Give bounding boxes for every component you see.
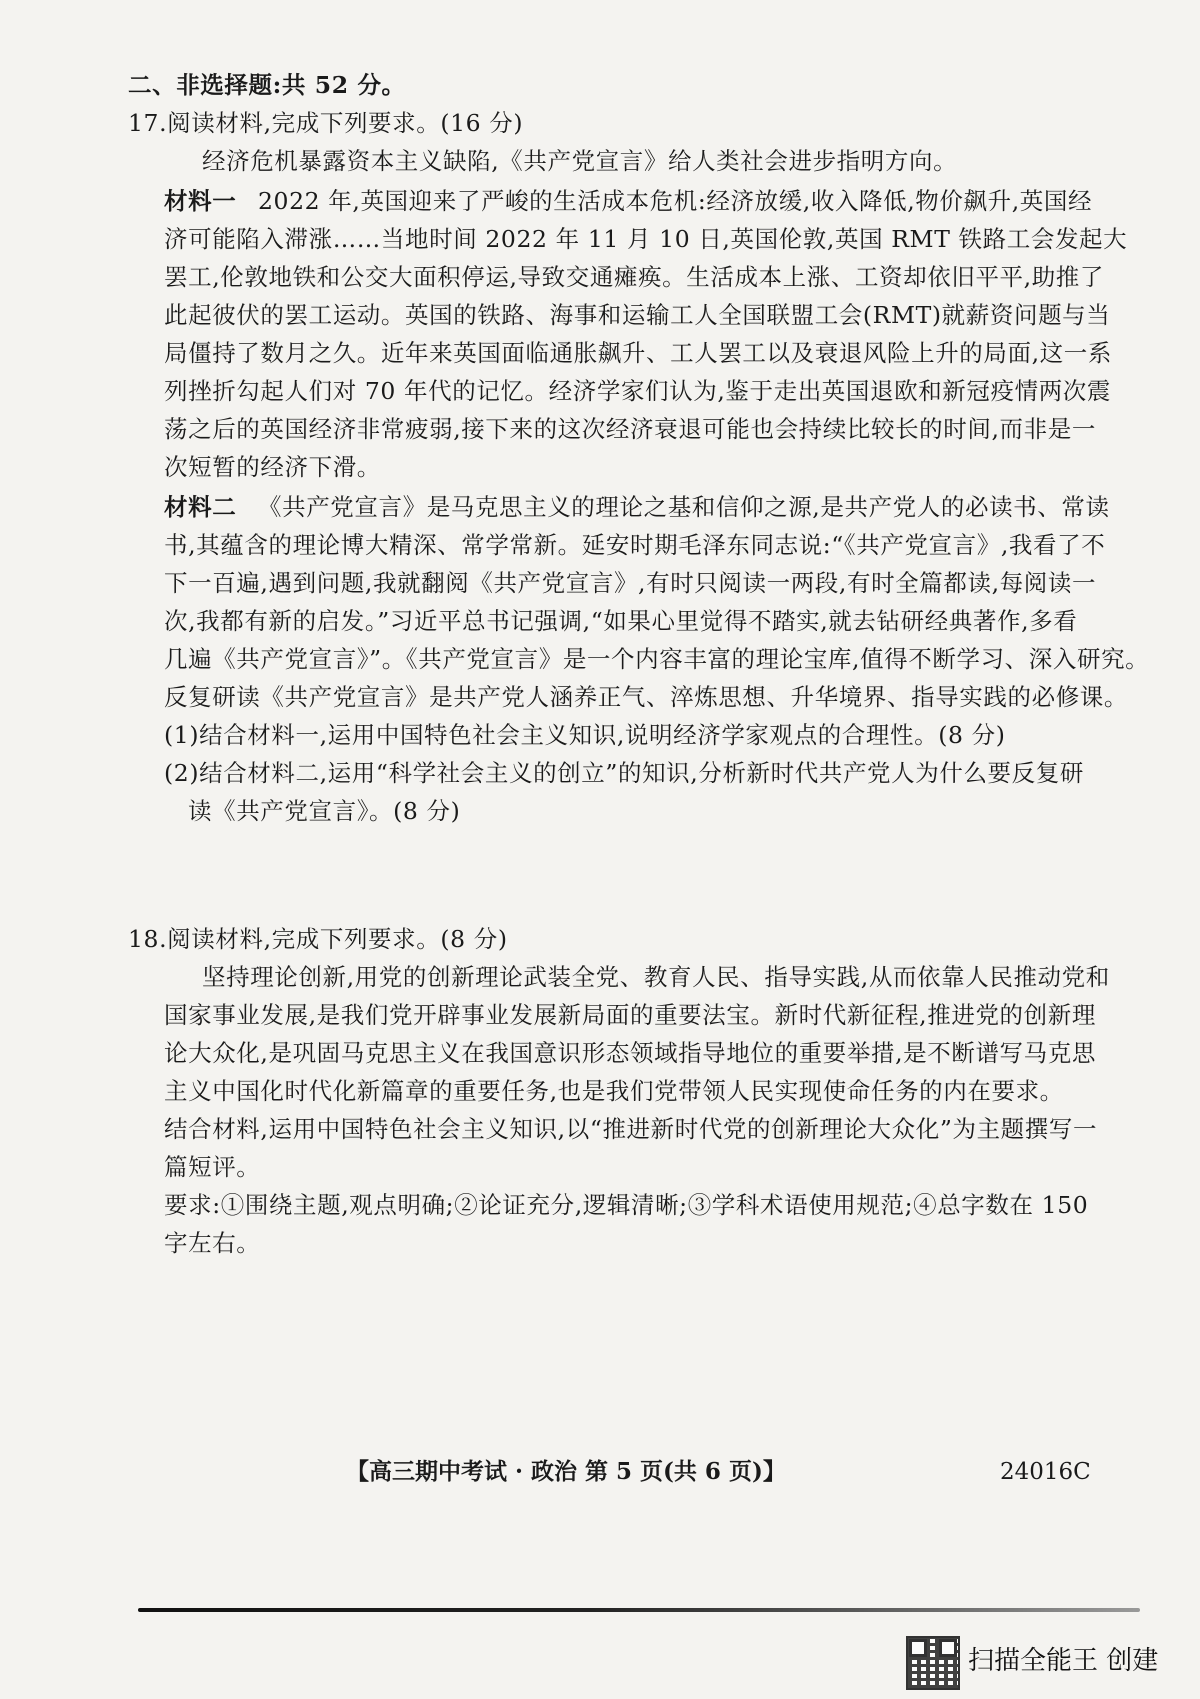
exam-code: 24016C — [1000, 1459, 1091, 1485]
material-one-label: 材料一 — [164, 187, 237, 215]
q18-material-line: 坚持理论创新,用党的创新理论武装全党、教育人民、指导实践,从而依靠人民推动党和 — [202, 963, 1110, 991]
q18-task-line: 篇短评。 — [164, 1153, 261, 1181]
material-two-line: 《共产党宣言》是马克思主义的理论之基和信仰之源,是共产党人的必读书、常读 — [258, 493, 1110, 521]
material-two-line: 下一百遍,遇到问题,我就翻阅《共产党宣言》,有时只阅读一两段,有时全篇都读,每阅读一 — [164, 569, 1097, 597]
page-footer-label: 【高三期中考试 · 政治 第 5 页(共 6 页)】 — [346, 1458, 786, 1485]
material-one-line: 局僵持了数月之久。近年来英国面临通胀飙升、工人罢工以及衰退风险上升的局面,这一系 — [164, 339, 1112, 367]
q17-subquestion-1: (1)结合材料一,运用中国特色社会主义知识,说明经济学家观点的合理性。(8 分) — [164, 721, 1006, 749]
q18-task-line: 结合材料,运用中国特色社会主义知识,以“推进新时代党的创新理论大众化”为主题撰写一 — [164, 1115, 1098, 1143]
q18-requirement-line: 要求:①围绕主题,观点明确;②论证充分,逻辑清晰;③学科术语使用规范;④总字数在 150 — [164, 1191, 1089, 1219]
material-one-line: 次短暂的经济下滑。 — [164, 453, 381, 481]
material-one-line: 此起彼伏的罢工运动。英国的铁路、海事和运输工人全国联盟工会(RMT)就薪资问题与当 — [164, 301, 1111, 329]
material-one-line: 2022 年,英国迎来了严峻的生活成本危机:经济放缓,收入降低,物价飙升,英国经 — [258, 187, 1093, 215]
q18-material-line: 国家事业发展,是我们党开辟事业发展新局面的重要法宝。新时代新征程,推进党的创新理 — [164, 1001, 1096, 1029]
scanner-watermark: 扫描全能王 创建 — [968, 1646, 1159, 1676]
q18-material-line: 论大众化,是巩固马克思主义在我国意识形态领域指导地位的重要举措,是不断谱写马克思 — [164, 1039, 1096, 1067]
section-heading: 二、非选择题:共 52 分。 — [128, 71, 406, 99]
material-one-line: 济可能陷入滞涨……当地时间 2022 年 11 月 10 日,英国伦敦,英国 RMT 铁路工会发起大 — [164, 225, 1128, 253]
q18-title: 18.阅读材料,完成下列要求。(8 分) — [128, 925, 508, 953]
q17-subquestion-2: 读《共产党宣言》。(8 分) — [188, 797, 461, 825]
q18-material-line: 主义中国化时代化新篇章的重要任务,也是我们党带领人民实现使命任务的内在要求。 — [164, 1077, 1064, 1105]
q17-subquestion-2: (2)结合材料二,运用“科学社会主义的创立”的知识,分析新时代共产党人为什么要反复研 — [164, 759, 1084, 787]
material-two-line: 反复研读《共产党宣言》是共产党人涵养正气、淬炼思想、升华境界、指导实践的必修课。 — [164, 683, 1128, 711]
material-two-line: 书,其蕴含的理论博大精深、常学常新。延安时期毛泽东同志说:“《共产党宣言》,我看了不 — [164, 531, 1106, 559]
q18-requirement-line: 字左右。 — [164, 1229, 261, 1257]
material-one-line: 罢工,伦敦地铁和公交大面积停运,导致交通瘫痪。生活成本上涨、工资却依旧平平,助推了 — [164, 263, 1105, 291]
bottom-rule — [138, 1608, 1140, 1612]
material-two-line: 几遍《共产党宣言》”。《共产党宣言》是一个内容丰富的理论宝库,值得不断学习、深入研究。 — [164, 645, 1150, 673]
material-two-label: 材料二 — [164, 493, 237, 521]
q17-intro: 经济危机暴露资本主义缺陷,《共产党宣言》给人类社会进步指明方向。 — [202, 147, 958, 175]
material-one-line: 荡之后的英国经济非常疲弱,接下来的这次经济衰退可能也会持续比较长的时间,而非是一 — [164, 415, 1096, 443]
qr-code-icon — [906, 1636, 960, 1690]
material-two-line: 次,我都有新的启发。”习近平总书记强调,“如果心里觉得不踏实,就去钻研经典著作,多看 — [164, 607, 1078, 635]
q17-title: 17.阅读材料,完成下列要求。(16 分) — [128, 109, 524, 137]
material-one-line: 列挫折勾起人们对 70 年代的记忆。经济学家们认为,鉴于走出英国退欧和新冠疫情两次震 — [164, 377, 1112, 405]
